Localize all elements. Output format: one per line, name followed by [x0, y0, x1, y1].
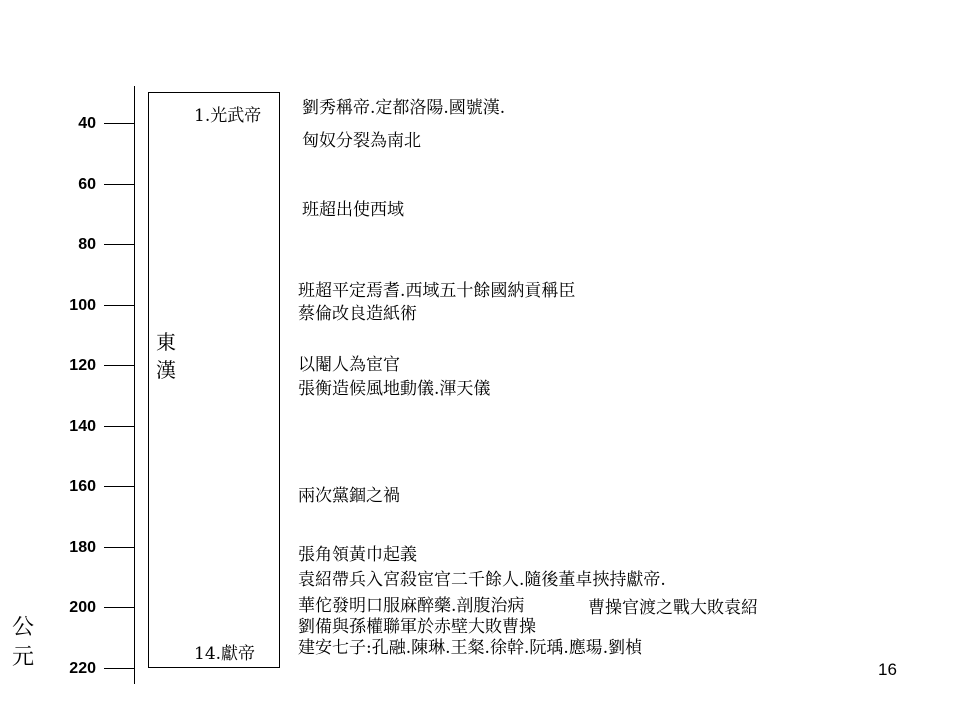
tick-label-180: 180: [69, 539, 96, 556]
event-item: 張角領黃巾起義: [298, 545, 417, 565]
page-number: 16: [878, 660, 897, 679]
tick-mark: [104, 184, 134, 185]
tick-label-100: 100: [69, 297, 96, 314]
tick-mark: [104, 123, 134, 124]
era-label-char: 公: [12, 615, 35, 640]
tick-label-200: 200: [69, 599, 96, 616]
tick-mark: [104, 426, 134, 427]
event-item: 班超平定焉耆.西域五十餘國納貢稱臣: [298, 281, 576, 301]
event-item: 兩次黨錮之禍: [298, 486, 400, 506]
tick-label-60: 60: [78, 176, 96, 193]
event-item: 建安七子:孔融.陳琳.王粲.徐幹.阮瑀.應瑒.劉楨: [298, 638, 643, 658]
first-emperor-label: 1.光武帝: [194, 106, 262, 126]
event-item: 曹操官渡之戰大敗袁紹: [588, 598, 758, 618]
tick-label-80: 80: [78, 236, 96, 253]
event-item: 袁紹帶兵入宮殺宦官二千餘人.隨後董卓挾持獻帝.: [298, 570, 666, 590]
tick-label-220: 220: [69, 660, 96, 677]
event-item: 張衡造候風地動儀.渾天儀: [298, 379, 491, 399]
event-item: 以閹人為宦官: [298, 355, 400, 375]
timeline-axis: [134, 86, 135, 684]
tick-mark: [104, 244, 134, 245]
event-item: 劉備與孫權聯軍於赤壁大敗曹操: [298, 617, 536, 637]
last-emperor-label: 14.獻帝: [194, 644, 256, 664]
tick-label-120: 120: [69, 357, 96, 374]
tick-label-40: 40: [78, 115, 96, 132]
dynasty-name-char: 東: [156, 330, 176, 354]
tick-label-140: 140: [69, 418, 96, 435]
dynasty-name-char: 漢: [156, 358, 176, 382]
tick-mark: [104, 486, 134, 487]
event-item: 匈奴分裂為南北: [302, 131, 421, 151]
era-label-char: 元: [12, 645, 35, 670]
event-item: 班超出使西域: [302, 200, 404, 220]
tick-mark: [104, 305, 134, 306]
tick-mark: [104, 547, 134, 548]
tick-mark: [104, 607, 134, 608]
event-item: 蔡倫改良造紙術: [298, 304, 417, 324]
tick-mark: [104, 365, 134, 366]
event-item: 劉秀稱帝.定都洛陽.國號漢.: [302, 98, 506, 118]
tick-mark: [104, 668, 134, 669]
tick-label-160: 160: [69, 478, 96, 495]
event-item: 華佗發明口服麻醉藥.剖腹治病: [298, 596, 525, 616]
